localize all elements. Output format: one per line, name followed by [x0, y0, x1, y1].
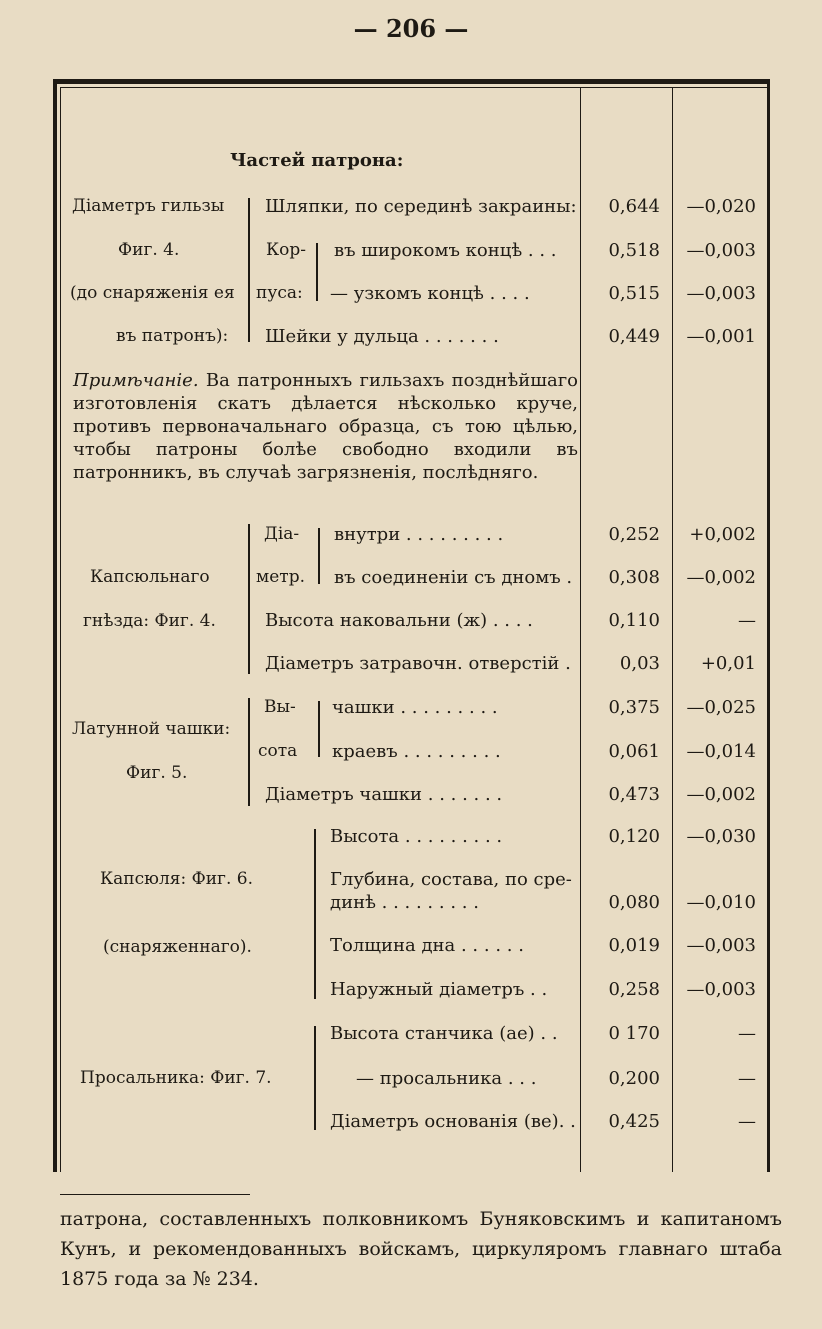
row-value: 0,03 — [619, 653, 660, 674]
subgroup-label: Вы- — [264, 697, 296, 717]
row-label: Шейки у дульца . . . . . . . — [265, 326, 499, 347]
table-frame-left-inner — [60, 87, 61, 1172]
row-label: въ широкомъ концѣ . . . — [334, 240, 557, 261]
row-deviation: —0,003 — [686, 979, 756, 1000]
row-value: 0,425 — [608, 1111, 660, 1132]
row-deviation: — — [738, 610, 756, 631]
row-value: 0,308 — [608, 567, 660, 588]
row-label: Шляпки, по серединѣ закраины: — [265, 196, 577, 217]
row-deviation: —0,002 — [686, 784, 756, 805]
row-label: — просальника . . . — [356, 1068, 537, 1089]
subgroup-brace — [318, 701, 320, 757]
table-frame-right — [767, 79, 770, 1172]
row-value: 0,449 — [608, 326, 660, 347]
row-deviation: —0,014 — [686, 741, 756, 762]
row-value: 0,473 — [608, 784, 660, 805]
row-value: 0,120 — [608, 826, 660, 847]
group-label: Фиг. 5. — [126, 763, 188, 783]
row-deviation: —0,001 — [686, 326, 756, 347]
row-label: Діаметръ чашки . . . . . . . — [265, 784, 503, 805]
row-deviation: — — [738, 1068, 756, 1089]
note-text: Ва патронныхъ гильзахъ позднѣйшаго изготовленія скатъ дѣлается нѣсколько круче, противъ первоначальнаго образца, съ тою цѣлью, чтобы патроны болѣе свободно входили въ патронникъ, въ случаѣ загрязненія, послѣдняго. — [73, 370, 578, 483]
group-brace — [248, 524, 250, 674]
group-label: Фиг. 4. — [118, 240, 180, 260]
note-paragraph — [73, 369, 578, 484]
row-value: 0,375 — [608, 697, 660, 718]
subgroup-label: метр. — [256, 567, 305, 587]
row-value: 0,258 — [608, 979, 660, 1000]
footnote: патрона, составленныхъ полковникомъ Буняковскимъ и капитаномъ Кунъ, и рекомендованныхъ войскамъ, циркуляромъ главнаго штаба 1875 года за № 234. — [60, 1208, 782, 1290]
row-value: 0 170 — [608, 1023, 660, 1044]
row-value: 0,252 — [608, 524, 660, 545]
row-deviation: —0,030 — [686, 826, 756, 847]
row-deviation: +0,01 — [700, 653, 756, 674]
row-deviation: —0,020 — [686, 196, 756, 217]
row-deviation: —0,002 — [686, 567, 756, 588]
footnote-rule — [60, 1194, 250, 1195]
row-label: Діаметръ затравочн. отверстій . — [265, 653, 571, 674]
note-label: Примѣчаніе. — [73, 370, 199, 391]
row-label: Толщина дна . . . . . . — [330, 935, 524, 956]
row-deviation: +0,002 — [689, 524, 756, 545]
subgroup-label: сота — [258, 741, 298, 761]
row-label: Высота . . . . . . . . . — [330, 826, 503, 847]
row-label: краевъ . . . . . . . . . — [332, 741, 501, 762]
row-deviation: — — [738, 1111, 756, 1132]
table-frame-left — [53, 79, 57, 1172]
row-deviation: — — [738, 1023, 756, 1044]
row-label-continued: динѣ . . . . . . . . . — [330, 892, 479, 913]
group-label: Капсюля: Фиг. 6. — [100, 869, 253, 889]
row-label: Высота станчика (ае) . . — [330, 1023, 558, 1044]
group-brace — [248, 198, 250, 342]
row-label: въ соединеніи съ дномъ . — [334, 567, 573, 588]
row-deviation: —0,025 — [686, 697, 756, 718]
row-label: Высота наковальни (ж) . . . . — [265, 610, 533, 631]
subgroup-brace — [316, 243, 318, 301]
group-label: (до снаряженія ея — [70, 283, 235, 303]
row-label: внутри . . . . . . . . . — [334, 524, 504, 545]
subgroup-label: пуса: — [256, 283, 303, 303]
row-deviation: —0,003 — [686, 283, 756, 304]
row-value: 0,644 — [608, 196, 660, 217]
group-label: Діаметръ гильзы — [72, 196, 225, 216]
row-value: 0,515 — [608, 283, 660, 304]
group-label: въ патронъ): — [116, 326, 229, 346]
table-frame-top-inner — [60, 87, 770, 88]
row-label: чашки . . . . . . . . . — [332, 697, 498, 718]
subgroup-label: Кор- — [266, 240, 307, 260]
row-label: Наружный діаметръ . . — [330, 979, 548, 1000]
group-label: Латунной чашки: — [72, 719, 231, 739]
subgroup-label: Діа- — [264, 524, 300, 544]
group-label: гнѣзда: Фиг. 4. — [83, 611, 216, 631]
group-label: (снаряженнаго). — [103, 937, 252, 957]
subgroup-brace — [318, 528, 320, 584]
group-brace — [314, 829, 316, 999]
group-label: Капсюльнаго — [90, 567, 210, 587]
page-number: — 206 — — [353, 14, 469, 43]
row-label: Глубина, состава, по сре- — [330, 869, 572, 890]
group-brace — [248, 698, 250, 806]
row-deviation: —0,003 — [686, 935, 756, 956]
row-value: 0,110 — [608, 610, 660, 631]
group-label: Просальника: Фиг. 7. — [80, 1068, 272, 1088]
row-value: 0,080 — [608, 892, 660, 913]
row-value: 0,019 — [608, 935, 660, 956]
row-value: 0,518 — [608, 240, 660, 261]
row-value: 0,200 — [608, 1068, 660, 1089]
row-label: Діаметръ основанія (ве). . — [330, 1111, 576, 1132]
row-deviation: —0,010 — [686, 892, 756, 913]
row-value: 0,061 — [608, 741, 660, 762]
group-brace — [314, 1026, 316, 1130]
table-heading: Частей патрона: — [230, 150, 404, 171]
row-deviation: —0,003 — [686, 240, 756, 261]
table-frame-top — [53, 79, 770, 84]
row-label: — узкомъ концѣ . . . . — [330, 283, 530, 304]
